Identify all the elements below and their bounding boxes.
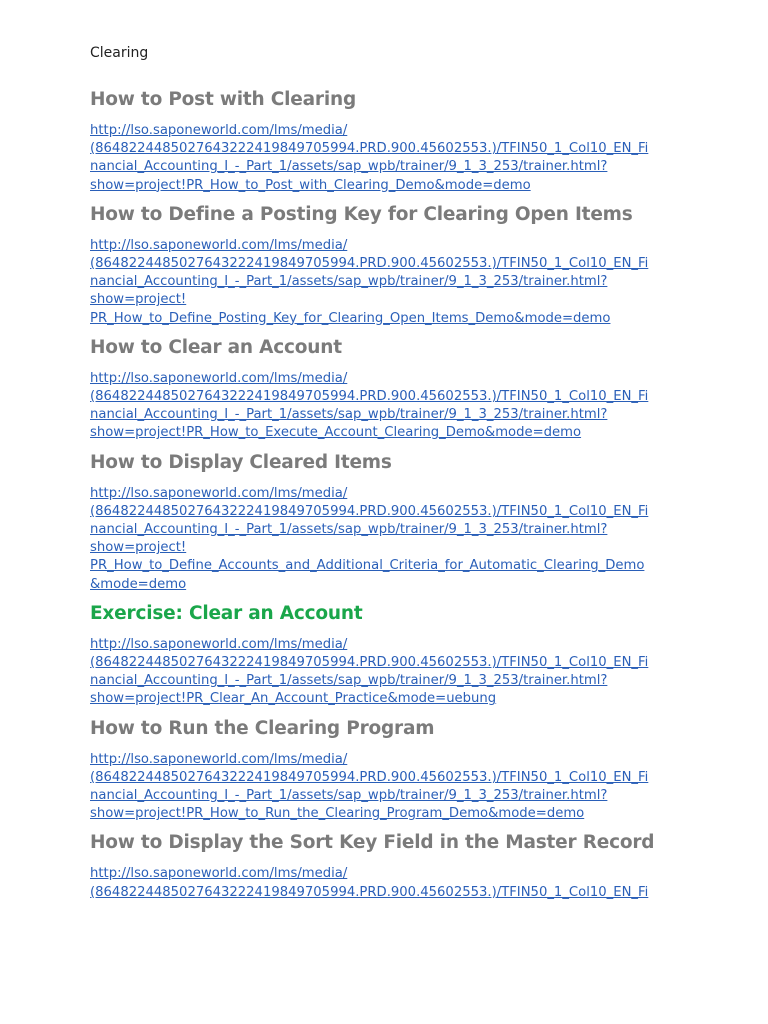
link-line[interactable]: nancial_Accounting_I_-_Part_1/assets/sap_wpb/trainer/9_1_3_253/trainer.html? xyxy=(90,159,608,175)
link-line[interactable]: show=project! xyxy=(90,540,187,556)
hyperlink[interactable] xyxy=(90,636,728,709)
link-line[interactable]: (8648224485027643222419849705994.PRD.900.45602553.)/TFIN50_1_Col10_EN_Fi xyxy=(90,141,649,157)
section-heading: How to Define a Posting Key for Clearing Open Items xyxy=(90,203,633,225)
hyperlink[interactable] xyxy=(90,865,728,901)
link-line[interactable]: show=project!PR_How_to_Post_with_Clearing_Demo&mode=demo xyxy=(90,177,531,193)
link-line[interactable]: http://lso.saponeworld.com/lms/media/ xyxy=(90,751,348,767)
link-line[interactable]: (8648224485027643222419849705994.PRD.900.45602553.)/TFIN50_1_Col10_EN_Fi xyxy=(90,769,649,785)
exercise-heading: Exercise: Clear an Account xyxy=(90,602,363,624)
link-line[interactable]: http://lso.saponeworld.com/lms/media/ xyxy=(90,866,348,882)
link-line[interactable]: PR_How_to_Define_Accounts_and_Additional_Criteria_for_Automatic_Clearing_Demo xyxy=(90,558,645,574)
section-exercise-clear-account xyxy=(90,602,728,709)
link-line[interactable]: (8648224485027643222419849705994.PRD.900.45602553.)/TFIN50_1_Col10_EN_Fi xyxy=(90,256,649,272)
document-title: Clearing xyxy=(90,45,149,61)
section-post-with-clearing xyxy=(90,88,728,195)
link-line[interactable]: nancial_Accounting_I_-_Part_1/assets/sap_wpb/trainer/9_1_3_253/trainer.html? xyxy=(90,274,608,290)
section-heading: How to Run the Clearing Program xyxy=(90,717,435,739)
hyperlink[interactable] xyxy=(90,370,728,443)
section-heading: How to Clear an Account xyxy=(90,336,342,358)
section-heading: How to Display Cleared Items xyxy=(90,451,392,473)
section-define-posting-key xyxy=(90,203,728,328)
hyperlink[interactable] xyxy=(90,237,728,328)
link-line[interactable]: show=project! xyxy=(90,292,187,308)
link-line[interactable]: PR_How_to_Define_Posting_Key_for_Clearing_Open_Items_Demo&mode=demo xyxy=(90,310,611,326)
link-line[interactable]: http://lso.saponeworld.com/lms/media/ xyxy=(90,636,348,652)
link-line[interactable]: (8648224485027643222419849705994.PRD.900.45602553.)/TFIN50_1_Col10_EN_Fi xyxy=(90,655,649,671)
link-line[interactable]: http://lso.saponeworld.com/lms/media/ xyxy=(90,370,348,386)
link-line[interactable]: (8648224485027643222419849705994.PRD.900.45602553.)/TFIN50_1_Col10_EN_Fi xyxy=(90,503,649,519)
link-line[interactable]: (8648224485027643222419849705994.PRD.900.45602553.)/TFIN50_1_Col10_EN_Fi xyxy=(90,389,649,405)
link-line[interactable]: nancial_Accounting_I_-_Part_1/assets/sap_wpb/trainer/9_1_3_253/trainer.html? xyxy=(90,522,608,538)
hyperlink[interactable] xyxy=(90,485,728,594)
link-line[interactable]: http://lso.saponeworld.com/lms/media/ xyxy=(90,123,348,138)
section-display-sort-key xyxy=(90,831,728,901)
link-line[interactable]: show=project!PR_How_to_Execute_Account_Clearing_Demo&mode=demo xyxy=(90,425,582,441)
section-heading: How to Post with Clearing xyxy=(90,89,356,110)
hyperlink[interactable] xyxy=(90,122,728,195)
link-line[interactable]: nancial_Accounting_I_-_Part_1/assets/sap_wpb/trainer/9_1_3_253/trainer.html? xyxy=(90,673,608,689)
link-line[interactable]: show=project!PR_How_to_Run_the_Clearing_Program_Demo&mode=demo xyxy=(90,806,585,822)
link-line[interactable]: http://lso.saponeworld.com/lms/media/ xyxy=(90,237,348,253)
section-display-cleared-items xyxy=(90,451,728,594)
section-clear-account xyxy=(90,336,728,443)
link-line[interactable]: nancial_Accounting_I_-_Part_1/assets/sap_wpb/trainer/9_1_3_253/trainer.html? xyxy=(90,788,608,804)
link-line[interactable]: http://lso.saponeworld.com/lms/media/ xyxy=(90,485,348,501)
section-heading: How to Display the Sort Key Field in the Master Record xyxy=(90,832,655,854)
link-line[interactable]: show=project!PR_Clear_An_Account_Practice&mode=uebung xyxy=(90,691,497,707)
link-line[interactable]: &mode=demo xyxy=(90,576,187,592)
hyperlink[interactable] xyxy=(90,751,728,824)
link-line[interactable]: nancial_Accounting_I_-_Part_1/assets/sap_wpb/trainer/9_1_3_253/trainer.html? xyxy=(90,407,608,423)
link-line[interactable]: (8648224485027643222419849705994.PRD.900.45602553.)/TFIN50_1_Col10_EN_Fi xyxy=(90,884,649,900)
section-run-clearing-program xyxy=(90,717,728,824)
